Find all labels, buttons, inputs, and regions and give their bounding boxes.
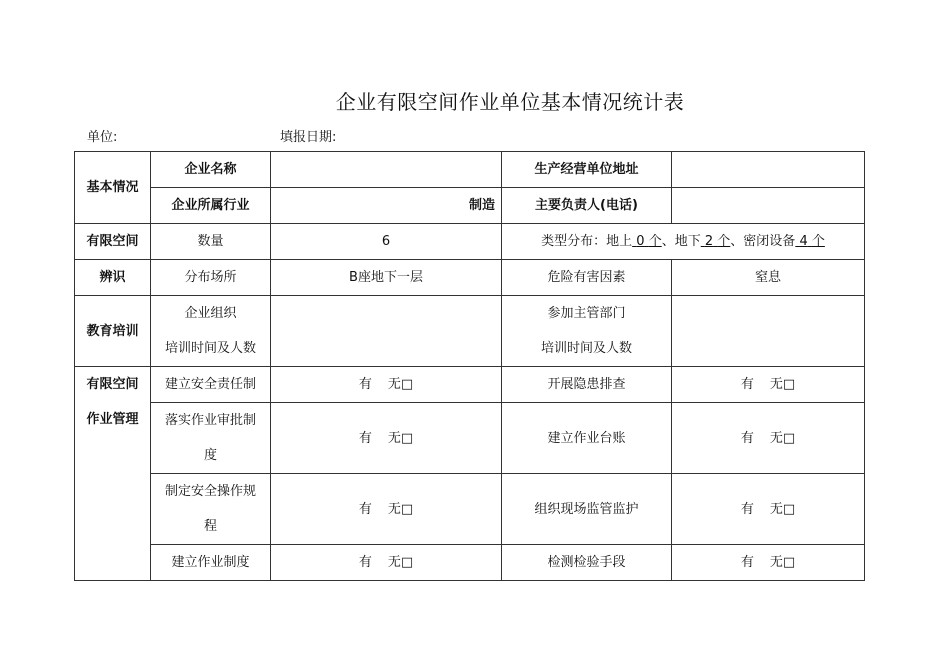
org-training-label: 企业组织 培训时间及人数 bbox=[151, 296, 271, 367]
mgmt-left-choice[interactable]: 有 无□ bbox=[271, 403, 502, 474]
mgmt-right-label: 建立作业台账 bbox=[502, 403, 672, 474]
table-row bbox=[75, 260, 865, 296]
section-basic: 基本情况 bbox=[75, 152, 151, 224]
mgmt-left-label: 落实作业审批制 度 bbox=[151, 403, 271, 474]
mgmt-left-choice[interactable]: 有 无□ bbox=[271, 367, 502, 403]
table-row bbox=[75, 403, 865, 474]
org-training-value[interactable] bbox=[271, 296, 502, 367]
below-ground-count: 2 个 bbox=[704, 234, 731, 249]
company-name-value[interactable] bbox=[271, 152, 502, 188]
head-value[interactable] bbox=[672, 188, 865, 224]
industry-value[interactable]: 制造 bbox=[271, 188, 502, 224]
type-distribution[interactable] bbox=[502, 224, 865, 260]
section-management: 有限空间 作业管理 bbox=[75, 367, 151, 581]
mgmt-right-choice[interactable]: 有 无□ bbox=[672, 403, 865, 474]
mgmt-left-label: 建立安全责任制 bbox=[151, 367, 271, 403]
hazard-label: 危险有害因素 bbox=[502, 260, 672, 296]
page-title: 企业有限空间作业单位基本情况统计表 bbox=[335, 90, 685, 114]
type-prefix: 类型分布：地上 bbox=[541, 234, 633, 249]
mgmt-right-choice[interactable]: 有 无□ bbox=[672, 545, 865, 581]
table-row bbox=[75, 188, 865, 224]
address-value[interactable] bbox=[672, 152, 865, 188]
section-identify-line2: 辨识 bbox=[75, 260, 151, 296]
mgmt-left-label: 建立作业制度 bbox=[151, 545, 271, 581]
statistics-table bbox=[74, 151, 865, 581]
date-label: 填报日期: bbox=[280, 130, 337, 145]
industry-label: 企业所属行业 bbox=[151, 188, 271, 224]
sep-closed: 、密闭设备 bbox=[730, 234, 796, 249]
company-name-label: 企业名称 bbox=[151, 152, 271, 188]
closed-equipment-count: 4 个 bbox=[799, 234, 825, 249]
dept-training-label: 参加主管部门 培训时间及人数 bbox=[502, 296, 672, 367]
above-ground-count: 0 个 bbox=[636, 234, 662, 249]
table-row bbox=[75, 224, 865, 260]
mgmt-left-label: 制定安全操作规 程 bbox=[151, 474, 271, 545]
sep-below: 、地下 bbox=[661, 234, 701, 249]
mgmt-left-choice[interactable]: 有 无□ bbox=[271, 545, 502, 581]
count-label: 数量 bbox=[151, 224, 271, 260]
table-row bbox=[75, 545, 865, 581]
table-row bbox=[75, 152, 865, 188]
mgmt-right-choice[interactable]: 有 无□ bbox=[672, 367, 865, 403]
count-value[interactable]: 6 bbox=[271, 224, 502, 260]
section-identify-line1: 有限空间 bbox=[75, 224, 151, 260]
unit-label: 单位: bbox=[87, 130, 118, 145]
location-value[interactable]: B座地下一层 bbox=[271, 260, 502, 296]
table-row bbox=[75, 367, 865, 403]
head-label: 主要负责人(电话) bbox=[502, 188, 672, 224]
table-row bbox=[75, 474, 865, 545]
table-row bbox=[75, 296, 865, 367]
mgmt-right-label: 组织现场监管监护 bbox=[502, 474, 672, 545]
section-training: 教育培训 bbox=[75, 296, 151, 367]
mgmt-right-label: 开展隐患排查 bbox=[502, 367, 672, 403]
address-label: 生产经营单位地址 bbox=[502, 152, 672, 188]
dept-training-value[interactable] bbox=[672, 296, 865, 367]
mgmt-right-label: 检测检验手段 bbox=[502, 545, 672, 581]
mgmt-left-choice[interactable]: 有 无□ bbox=[271, 474, 502, 545]
location-label: 分布场所 bbox=[151, 260, 271, 296]
mgmt-right-choice[interactable]: 有 无□ bbox=[672, 474, 865, 545]
hazard-value[interactable]: 窒息 bbox=[672, 260, 865, 296]
